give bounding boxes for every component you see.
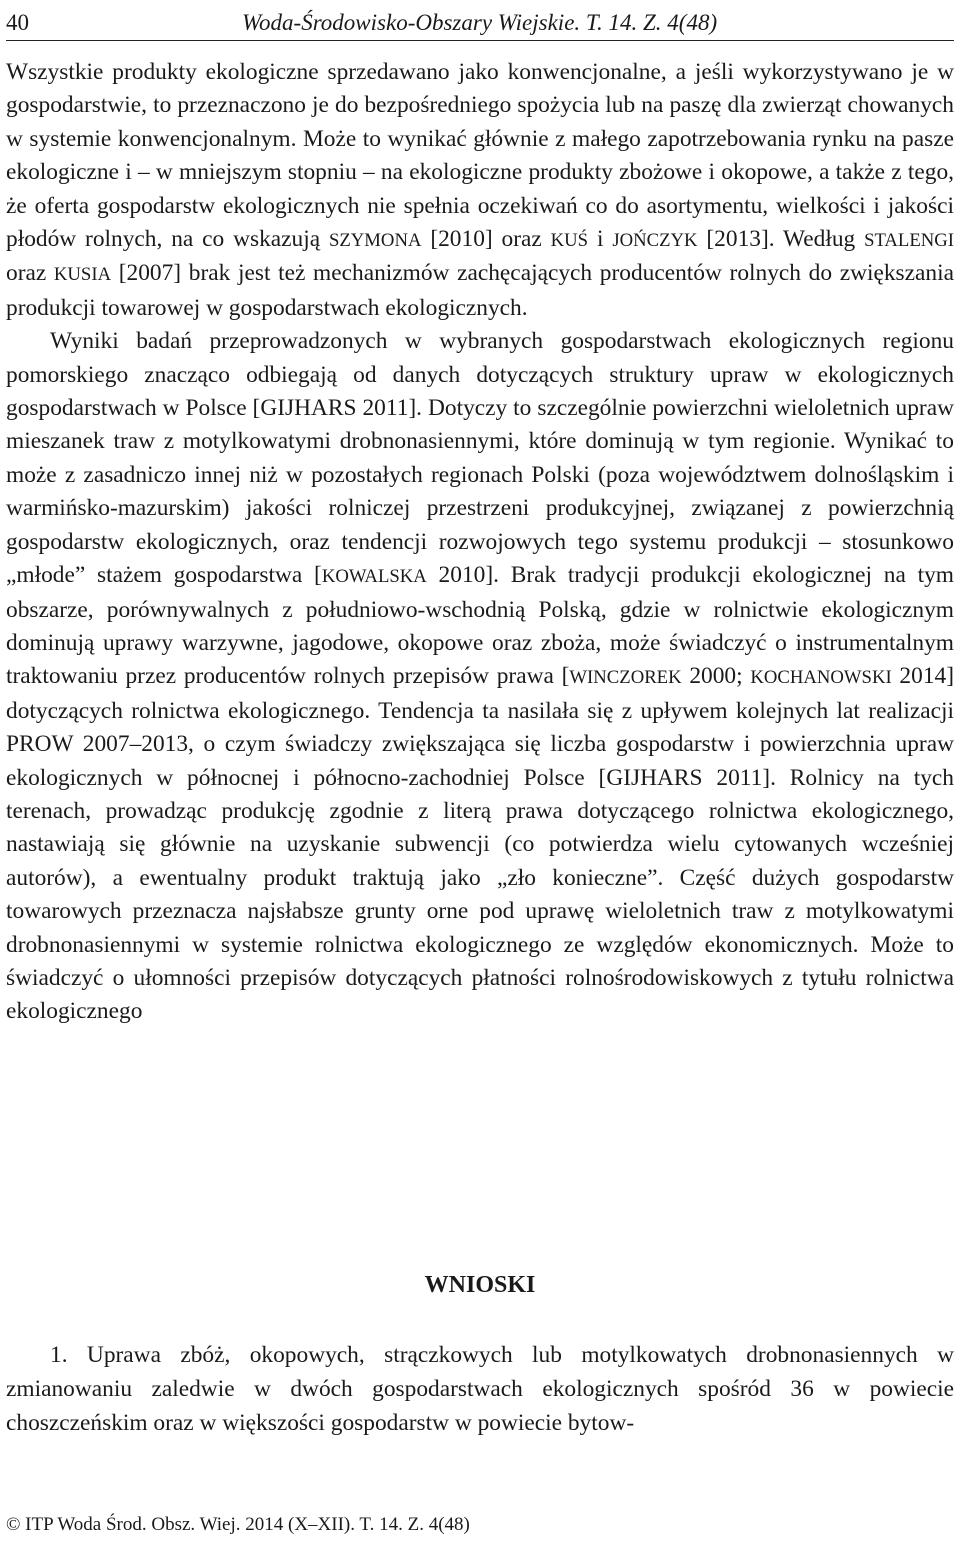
running-header bbox=[6, 6, 954, 41]
text-run: i bbox=[588, 226, 613, 253]
text-run: Wszystkie produkty ekologiczne sprzedawano jako konwencjonalne, a jeśli wykorzystywano je w gospodarstwie, to przeznaczono je do bezpośredniego spożycia lub na paszę dla zwierząt chowanych w systemie konwencjonalnym. Może to wynikać głównie z małego zapotrzebowania rynku na pasze ekologiczne i – w mniejszym stopniu – na ekologiczne produkty zbożowe i okopowe, a także z tego, że oferta gospodarstw ekologicznych nie spełnia oczekiwań co do asortymentu, wielkości i jakości płodów rolnych, na co wskazują bbox=[6, 59, 954, 253]
author-citation: SZYMONA bbox=[328, 230, 422, 252]
text-run: [2007] brak jest też mechanizmów zachęcających producentów rolnych do zwiększania produkcji towarowej w gospodarstwach ekologicznych. bbox=[6, 260, 954, 321]
paragraph-1 bbox=[6, 56, 954, 325]
text-run: 2010]. Brak tradycji produkcji ekologicznej na tym obszarze, porównywalnych z południowo-wschodnią Polską, gdzie w rolnictwie ekologicznym dominują uprawy warzywne, jagodowe, okopowe oraz zboża, może świadczyć o instrumentalnym traktowaniu przez producentów rolnych przepisów prawa [ bbox=[6, 562, 954, 690]
text-run: 2000; bbox=[681, 663, 751, 690]
author-citation: WINCZOREK bbox=[569, 667, 682, 689]
conclusions-list bbox=[6, 1338, 954, 1440]
text-run: [2010] oraz bbox=[421, 226, 551, 253]
author-citation: JOŃCZYK bbox=[612, 230, 698, 252]
text-run: 2014] dotyczących rolnictwa ekologicznego. Tendencja ta nasilała się z upływem kolejnych lat realizacji PROW 2007–2013, o czym świadczy zwiększająca się liczba gospodarstw i powierzchnia upraw ekologicznych w północnej i północno-zachodniej Polsce [GIJHARS 2011]. Rolnicy na tych terenach, prowadząc produkcję zgodnie z literą prawa dotyczącego rolnictwa ekologicznego, nastawiają się głównie na uzyskanie subwencji (co potwierdza wielu cytowanych wcześniej autorów), a ewentualny produkt traktują jako „zło konieczne”. Część dużych gospodarstw towarowych przeznacza najsłabsze grunty orne pod uprawę wieloletnich traw z motylkowatymi drobnonasiennymi w systemie rolnictwa ekologicznego ze względów ekonomicznych. Może to świadczyć o ułomności przepisów dotyczących płatności rolnośrodowiskowych z tytułu rolnictwa ekologicznego bbox=[6, 663, 954, 1025]
main-text bbox=[6, 56, 954, 1029]
copyright-footer: © ITP Woda Środ. Obsz. Wiej. 2014 (X–XII). T. 14. Z. 4(48) bbox=[6, 1514, 470, 1535]
author-citation: KOWALSKA bbox=[321, 566, 427, 588]
author-citation: KUSIA bbox=[53, 264, 112, 286]
page-number: 40 bbox=[6, 10, 29, 35]
text-run: Wyniki badań przeprowadzonych w wybranych gospodarstwach ekologicznych regionu pomorskiego znacząco odbiegają od danych dotyczących struktury upraw w ekologicznych gospodarstwach w Polsce [GIJHARS 2011]. Dotyczy to szczególnie powierzchni wieloletnich upraw mieszanek traw z motylkowatymi drobnonasiennymi, które dominują w tym regionie. Wynikać to może z zasadniczo innej niż w pozostałych regionach Polski (poza województwem dolnośląskim i warmińsko-mazurskim) jakości rolniczej przestrzeni produkcyjnej, związanej z powierzchnią gospodarstw ekologicznych, oraz tendencji rozwojowych tego systemu produkcji – stosunkowo „młode” stażem gospodarstwa [ bbox=[6, 328, 954, 589]
author-citation: KOCHANOWSKI bbox=[750, 667, 892, 689]
conclusion-item: 1. Uprawa zbóż, okopowych, strączkowych lub motylkowatych drobnonasiennych w zmianowaniu zaledwie w dwóch gospodarstwach ekologicznych spośród 36 w powiecie choszczeńskim oraz w większości gospodarstw w powiecie bytow- bbox=[6, 1342, 954, 1436]
text-run: oraz bbox=[6, 260, 54, 287]
journal-title: Woda-Środowisko-Obszary Wiejskie. T. 14. Z. 4(48) bbox=[242, 10, 718, 35]
section-heading: WNIOSKI bbox=[424, 1272, 536, 1298]
author-citation: KUŚ bbox=[550, 230, 589, 252]
paragraph-2 bbox=[6, 325, 954, 1029]
author-citation: STALENGI bbox=[864, 230, 955, 252]
text-run: [2013]. Według bbox=[697, 226, 865, 253]
